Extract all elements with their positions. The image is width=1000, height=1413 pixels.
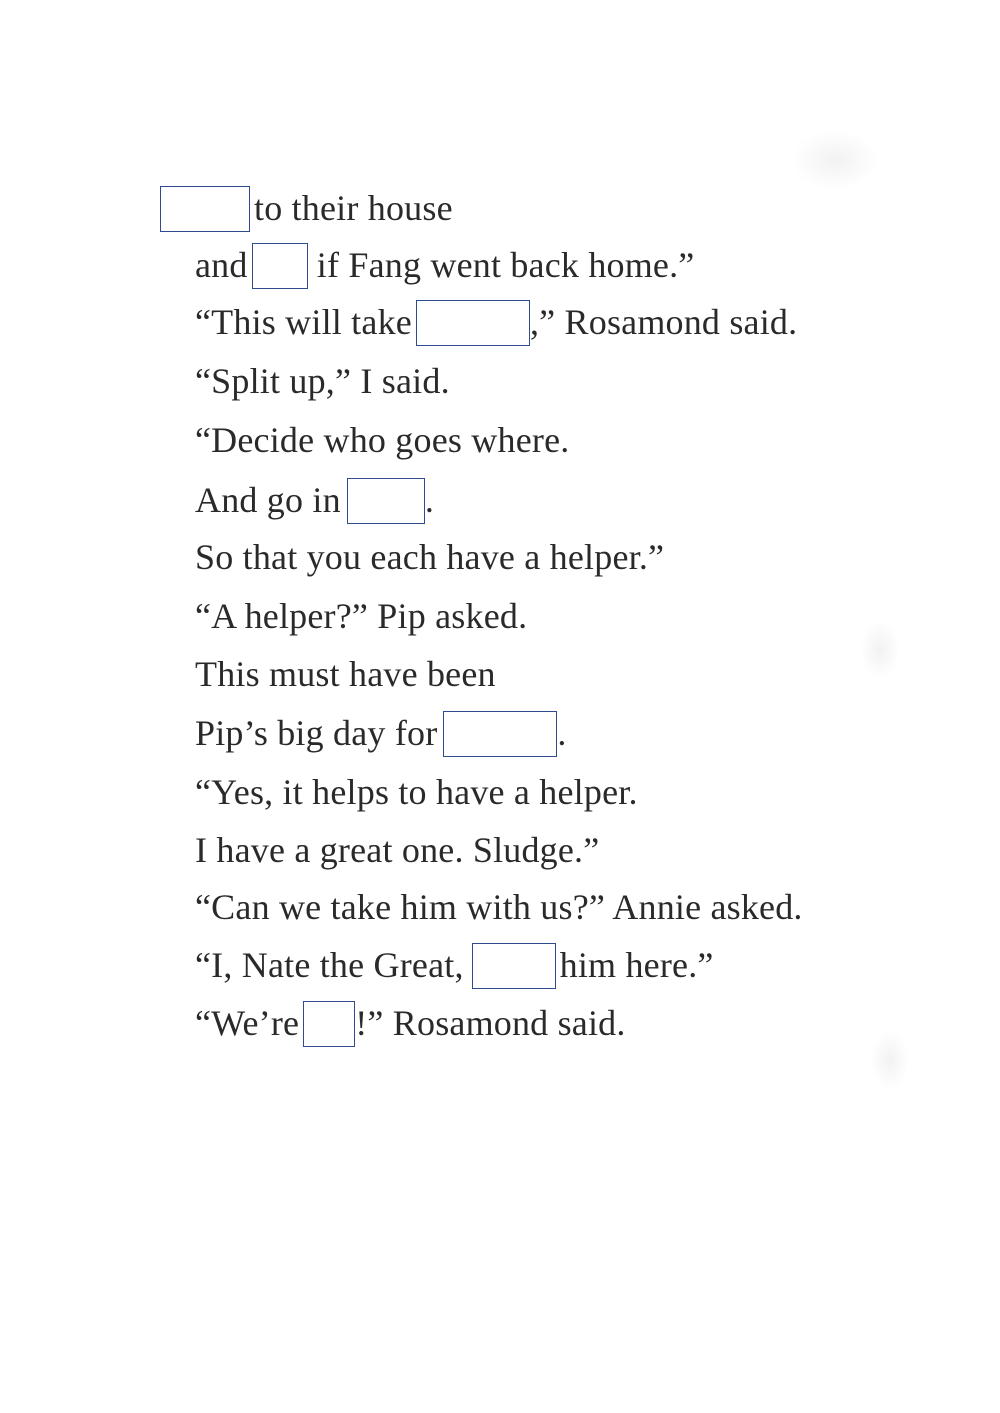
answer-blank[interactable] bbox=[416, 300, 530, 346]
line-text: “Decide who goes where. bbox=[195, 420, 570, 460]
text-line bbox=[195, 535, 664, 579]
text-line bbox=[195, 652, 496, 696]
text-line bbox=[160, 186, 453, 232]
line-text: “A helper?” Pip asked. bbox=[195, 596, 528, 636]
text-line bbox=[195, 711, 567, 757]
text-line bbox=[195, 359, 450, 403]
text-line bbox=[195, 243, 694, 289]
line-text: So that you each have a helper.” bbox=[195, 537, 665, 577]
text-line bbox=[195, 885, 803, 929]
line-text: I have a great one. Sludge.” bbox=[195, 830, 600, 870]
line-text: “We’re bbox=[195, 1003, 300, 1043]
answer-blank[interactable] bbox=[303, 1001, 355, 1047]
line-text: “Yes, it helps to have a helper. bbox=[195, 772, 638, 812]
answer-blank[interactable] bbox=[252, 243, 308, 289]
line-text: This must have been bbox=[195, 654, 496, 694]
line-text: if Fang went back home.” bbox=[307, 245, 695, 285]
line-text: “Can we take him with us?” Annie asked. bbox=[195, 887, 803, 927]
line-text: to their house bbox=[254, 188, 453, 228]
answer-blank[interactable] bbox=[160, 186, 250, 232]
scan-smudge bbox=[790, 130, 880, 190]
text-line bbox=[195, 300, 797, 346]
line-text: And go in bbox=[195, 480, 341, 520]
text-line bbox=[195, 478, 434, 524]
line-text: “Split up,” I said. bbox=[195, 361, 450, 401]
text-line bbox=[195, 828, 599, 872]
line-text: and bbox=[195, 245, 248, 285]
answer-blank[interactable] bbox=[347, 478, 425, 524]
line-text: Pip’s big day for bbox=[195, 713, 438, 753]
line-text: ,” Rosamond said. bbox=[529, 302, 798, 342]
text-line bbox=[195, 770, 638, 814]
text-line bbox=[195, 418, 569, 462]
answer-blank[interactable] bbox=[443, 711, 557, 757]
text-line bbox=[195, 943, 714, 989]
line-text: . bbox=[424, 480, 435, 520]
line-text: “I, Nate the Great, bbox=[195, 945, 464, 985]
text-line bbox=[195, 594, 527, 638]
line-text: . bbox=[557, 713, 567, 753]
line-text: “This will take bbox=[195, 302, 412, 342]
scan-smudge bbox=[870, 1030, 910, 1090]
answer-blank[interactable] bbox=[472, 943, 556, 989]
line-text: !” Rosamond said. bbox=[355, 1003, 626, 1043]
text-line bbox=[195, 1001, 626, 1047]
scan-smudge bbox=[860, 620, 900, 680]
line-text: him here.” bbox=[559, 945, 714, 985]
